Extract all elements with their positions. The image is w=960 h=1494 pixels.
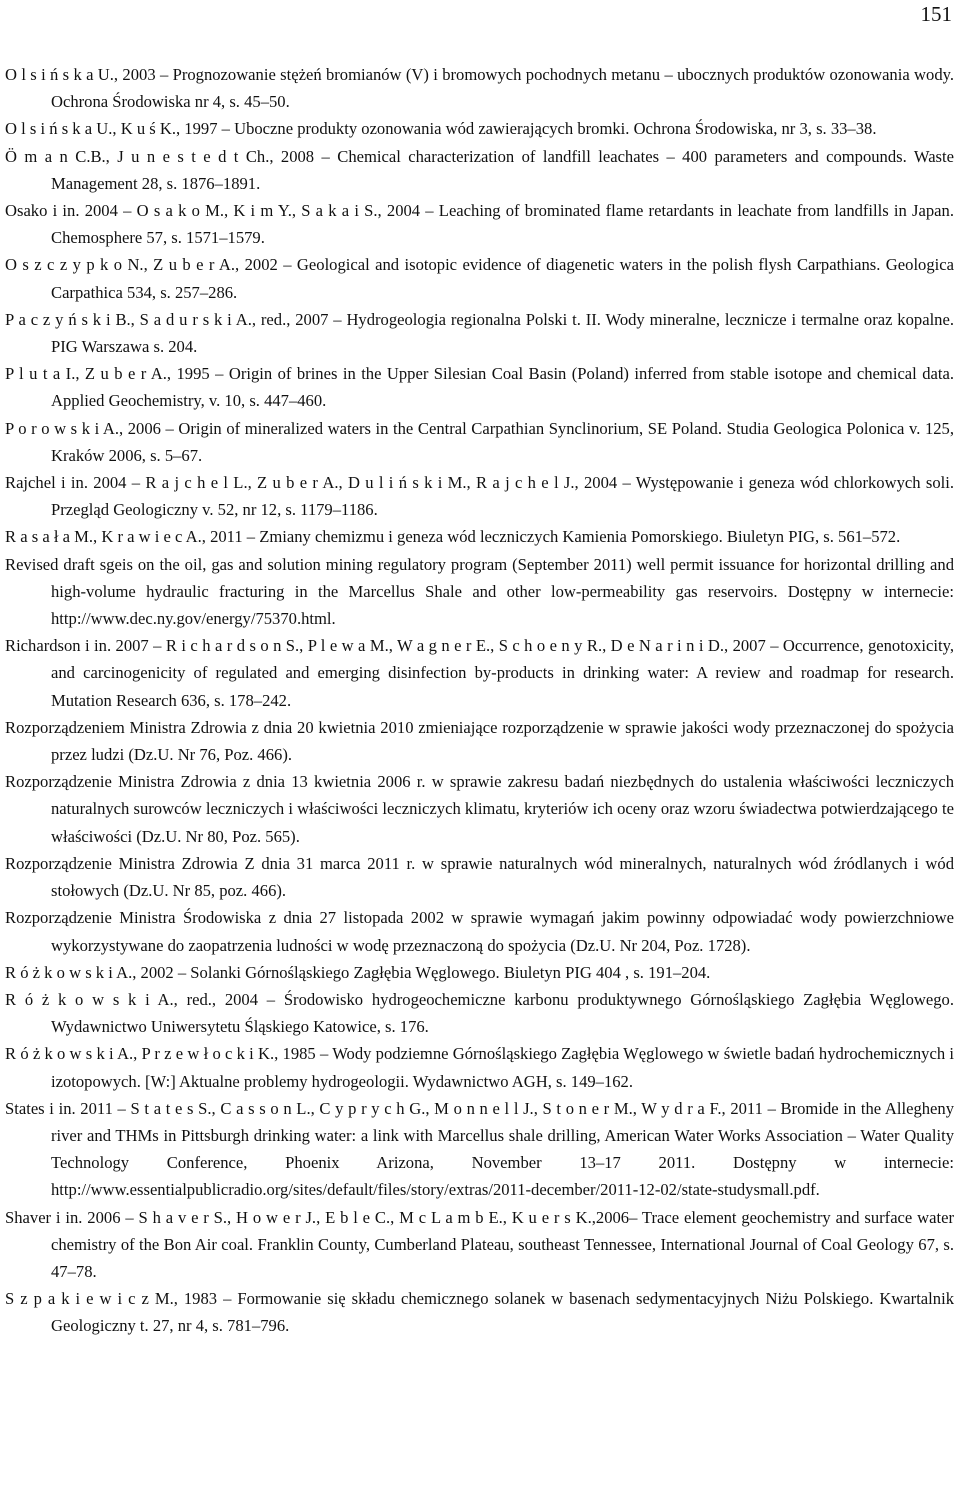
- reference-entry: States i in. 2011 – S t a t e s S., C a s s o n L., C y p r y c h G., M o n n e l l J., S t o n e r M., W y d r a F., 2011 – Bromide in the Allegheny river and THMs in Pittsburgh drinking water: a link with Marcellus shale drilling, American Water Works Association – Water Quality Technology Conference, Phoenix Arizona, November 13–17 2011. Dostępny w internecie: http://www.essentialpublicradio.org/sites/default/files/story/extras/2011-december/2011-12-02/state-studysmall.pdf.: [5, 1098, 954, 1200]
- reference-entry: Richardson i in. 2007 – R i c h a r d s o n S., P l e w a M., W a g n e r E., S c h o e n y R., D e N a r i n i D., 2007 – Occurrence, genotoxicity, and carcinogenicity of regulated and emerging disinfection by-products in drinking water: A review and roadmap for research. Mutation Research 636, s. 178–242.: [5, 636, 954, 710]
- reference-entry: Shaver i in. 2006 – S h a v e r S., H o w e r J., E b l e C., M c L a m b E., K u e r s K.,2006– Trace element geochemistry and surface water chemistry of the Bon Air coal. Franklin County, Cumberland Plateau, southeast Tennessee, International Journal of Coal Geology 67, s. 47–78.: [5, 1207, 954, 1281]
- reference-entry: P o r o w s k i A., 2006 – Origin of mineralized waters in the Central Carpathian Synclinorium, SE Poland. Studia Geologica Polonica v. 125, Kraków 2006, s. 5–67.: [5, 418, 954, 465]
- reference-entry: P a c z y ń s k i B., S a d u r s k i A., red., 2007 – Hydrogeologia regionalna Polski t. II. Wody mineralne, lecznicze i termalne oraz kopalne. PIG Warszawa s. 204.: [5, 309, 954, 357]
- reference-entry: O l s i ń s k a U., K u ś K., 1997 – Uboczne produkty ozonowania wód zawierających bromki. Ochrona Środowiska, nr 3, s. 33–38.: [5, 119, 877, 139]
- reference-entry: R a s a ł a M., K r a w i e c A., 2011 – Zmiany chemizmu i geneza wód leczniczych Kamienia Pomorskiego. Biuletyn PIG, s. 561–572.: [5, 527, 901, 547]
- reference-entry: Osako i in. 2004 – O s a k o M., K i m Y., S a k a i S., 2004 – Leaching of brominated flame retardants in leachate from landfills in Japan. Chemosphere 57, s. 1571–1579.: [5, 201, 954, 248]
- reference-entry: Rozporządzeniem Ministra Zdrowia z dnia 20 kwietnia 2010 zmieniające rozporządzenie w sprawie jakości wody przeznaczonej do spożycia przez ludzi (Dz.U. Nr 76, Poz. 466).: [5, 717, 954, 765]
- reference-entry: R ó ż k o w s k i A., red., 2004 – Środowisko hydrogeochemiczne karbonu produktywnego Górnośląskiego Zagłębia Węglowego. Wydawnictwo Uniwersytetu Śląskiego Katowice, s. 176.: [5, 989, 954, 1037]
- reference-entry: R ó ż k o w s k i A., 2002 – Solanki Górnośląskiego Zagłębia Węglowego. Biuletyn PIG 404 , s. 191–204.: [5, 962, 711, 982]
- reference-entry: O s z c z y p k o N., Z u b e r A., 2002 – Geological and isotopic evidence of diagenetic waters in the polish flysh Carpathians. Geologica Carpathica 534, s. 257–286.: [5, 255, 954, 302]
- reference-entry: O l s i ń s k a U., 2003 – Prognozowanie stężeń bromianów (V) i bromowych pochodnych metanu – ubocznych produktów ozonowania wody. Ochrona Środowiska nr 4, s. 45–50.: [5, 65, 954, 112]
- reference-entry: Ö m a n C.B., J u n e s t e d t Ch., 2008 – Chemical characterization of landfill leachates – 400 parameters and compounds. Waste Management 28, s. 1876–1891.: [5, 146, 954, 193]
- reference-entry: Rozporządzenie Ministra Zdrowia Z dnia 31 marca 2011 r. w sprawie naturalnych wód mineralnych, naturalnych wód źródlanych i wód stołowych (Dz.U. Nr 85, poz. 466).: [5, 853, 954, 901]
- reference-entry: Revised draft sgeis on the oil, gas and solution mining regulatory program (September 2011) well permit issuance for horizontal drilling and high-volume hydraulic fracturing in the Marcellus Shale and other low-permeability gas reservoirs. Dostępny w internecie: http://www.dec.ny.gov/energy/75370.html.: [5, 554, 954, 629]
- reference-entry: Rozporządzenie Ministra Zdrowia z dnia 13 kwietnia 2006 r. w sprawie zakresu badań niezbędnych do ustalenia właściwości leczniczych naturalnych surowców leczniczych i właściwości leczniczych klimatu, kryteriów ich oceny oraz wzoru świadectwa potwierdzającego te właściwości (Dz.U. Nr 80, Poz. 565).: [5, 772, 954, 846]
- reference-entry: P l u t a I., Z u b e r A., 1995 – Origin of brines in the Upper Silesian Coal Basin (Poland) inferred from stable isotope and chemical data. Applied Geochemistry, v. 10, s. 447–460.: [5, 364, 954, 411]
- page-number: 151: [920, 2, 952, 26]
- reference-entry: S z p a k i e w i c z M., 1983 – Formowanie się składu chemicznego solanek w basenach sedymentacyjnych Niżu Polskiego. Kwartalnik Geologiczny t. 27, nr 4, s. 781–796.: [5, 1289, 954, 1336]
- reference-entry: Rajchel i in. 2004 – R a j c h e l L., Z u b e r A., D u l i ń s k i M., R a j c h e l J., 2004 – Występowanie i geneza wód chlorkowych soli. Przegląd Geologiczny v. 52, nr 12, s. 1179–1186.: [5, 473, 954, 520]
- reference-list: [5, 61, 954, 1340]
- reference-entry: Rozporządzenie Ministra Środowiska z dnia 27 listopada 2002 w sprawie wymagań jakim powinny odpowiadać wody powierzchniowe wykorzystywane do zaopatrzenia ludności w wodę przeznaczoną do spożycia (Dz.U. Nr 204, Poz. 1728).: [5, 908, 954, 955]
- reference-entry: R ó ż k o w s k i A., P r z e w ł o c k i K., 1985 – Wody podziemne Górnośląskiego Zagłębia Węglowego w świetle badań hydrochemicznych i izotopowych. [W:] Aktualne problemy hydrogeologii. Wydawnictwo AGH, s. 149–162.: [5, 1044, 954, 1091]
